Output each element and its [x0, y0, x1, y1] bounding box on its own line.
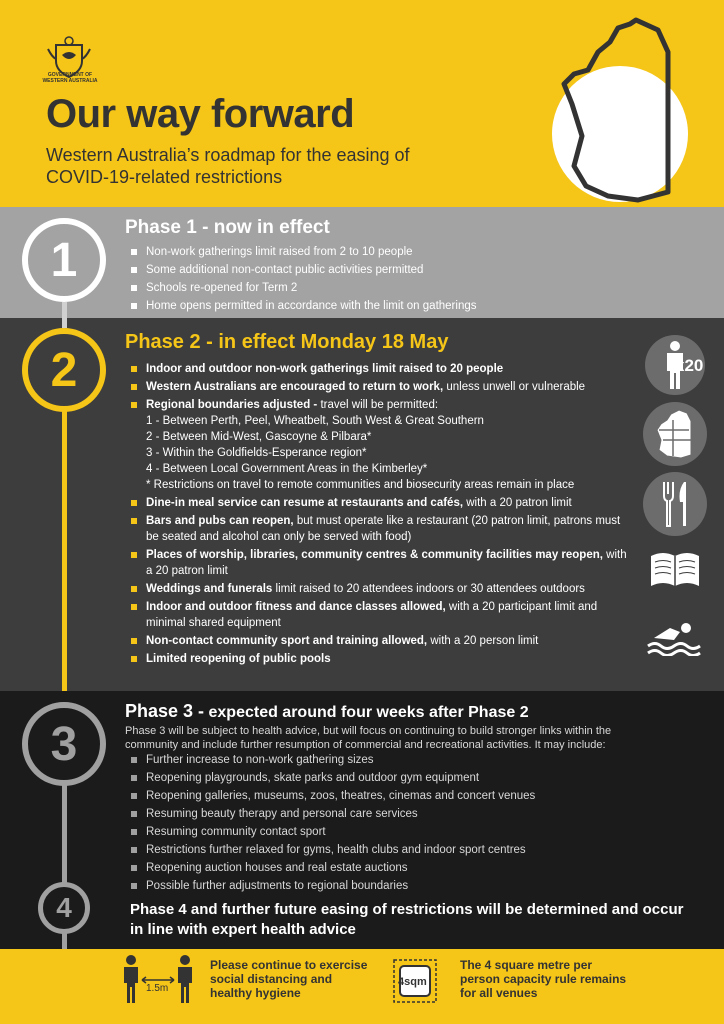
phase4-text: Phase 4 and further future easing of restrictions will be determined and occur in line with expert health advice [130, 901, 684, 938]
phase3-list [130, 751, 535, 895]
phase2-number: 2 [50, 343, 78, 397]
phase2-title: Phase 2 - in effect Monday 18 May [125, 331, 449, 353]
list-item: Bars and pubs can reopen, but must operate like a restaurant (20 patron limit, patrons must be seated and alcohol can only be served with food) [130, 513, 635, 545]
phase1-title: Phase 1 - now in effect [125, 217, 330, 238]
list-item: Resuming community contact sport [130, 823, 535, 841]
list-item: Non-contact community sport and training allowed, with a 20 person limit [130, 633, 635, 649]
western-australia-map-icon [540, 14, 700, 204]
phase3-number: 3 [50, 717, 78, 771]
list-item: Indoor and outdoor non-work gatherings limit raised to 20 people [130, 361, 635, 377]
wa-regions-map-icon [643, 402, 707, 466]
list-item: Indoor and outdoor fitness and dance classes allowed, with a 20 participant limit and minimal shared equipment [130, 599, 635, 631]
capacity-text: The 4 square metre per person capacity rule remains for all venues [460, 958, 627, 1000]
distancing-text: Please continue to exercise social distancing and healthy hygiene [210, 958, 368, 1000]
header [0, 0, 724, 207]
list-item: Resuming beauty therapy and personal care services [130, 805, 535, 823]
list-item: Places of worship, libraries, community centres & community facilities may reopen, with a 20 patron limit [130, 547, 635, 579]
sqm-label: 4sqm [398, 976, 427, 988]
distance-label: 1.5m [146, 983, 169, 994]
open-book-icon [643, 538, 707, 602]
social-distancing-icon [122, 954, 194, 1006]
list-item: Home opens permitted in accordance with the limit on gatherings [130, 297, 476, 315]
swimmer-icon [643, 604, 707, 668]
list-item: Schools re-opened for Term 2 [130, 279, 476, 297]
phase2-number-circle [22, 328, 106, 412]
page-title: Our way forward [46, 92, 355, 136]
list-item: Regional boundaries adjusted - travel will be permitted: 1 - Between Perth, Peel, Wheatbelt, South West & Great Southern 2 - Between Mid-West, Gascoyne & Pilbara* 3 - Within the Goldfields-Esperance region* 4 - Between Local Government Areas in the Kimberley* * Restrictions on travel to remote communities and biosecurity areas remain in place [130, 397, 635, 493]
phase3-number-circle [22, 702, 106, 786]
phase3-title: Phase 3 - expected around four weeks after Phase 2 [125, 701, 529, 721]
list-item: Dine-in meal service can resume at restaurants and cafés, with a 20 patron limit [130, 495, 635, 511]
x20-label: x20 [675, 356, 704, 375]
fork-knife-icon [643, 472, 707, 536]
page-subtitle: Western Australia’s roadmap for the easing of COVID-19-related restrictions [46, 145, 410, 187]
list-item: Restrictions further relaxed for gyms, health clubs and indoor sport centres [130, 841, 535, 859]
phase3-intro: Phase 3 will be subject to health advice, but will focus on continuing to build stronger links within the community and include further resumption of commercial and recreational activities. It may include: [125, 725, 612, 751]
phase4-number-circle [38, 882, 90, 934]
timeline-connector [62, 410, 67, 706]
list-item: Further increase to non-work gathering sizes [130, 751, 535, 769]
phase4-number: 4 [56, 892, 72, 923]
list-item: Reopening galleries, museums, zoos, theatres, cinemas and concert venues [130, 787, 535, 805]
phase1-list [130, 243, 476, 315]
list-item: Western Australians are encouraged to return to work, unless unwell or vulnerable [130, 379, 635, 395]
phase1-number-circle [22, 218, 106, 302]
list-item: Limited reopening of public pools [130, 651, 635, 667]
list-item: Non-work gatherings limit raised from 2 to 10 people [130, 243, 476, 261]
list-item: Reopening auction houses and real estate auctions [130, 859, 535, 877]
crest-label: GOVERNMENT OF WESTERN AUSTRALIA [42, 72, 98, 84]
list-item: Some additional non-contact public activities permitted [130, 261, 476, 279]
phase1-number: 1 [50, 233, 78, 287]
list-item: Weddings and funerals limit raised to 20 attendees indoors or 30 attendees outdoors [130, 581, 635, 597]
timeline-connector [62, 302, 67, 328]
list-item: Possible further adjustments to regional boundaries [130, 877, 535, 895]
regional-boundary-list: 1 - Between Perth, Peel, Wheatbelt, South West & Great Southern 2 - Between Mid-West, Gascoyne & Pilbara* 3 - Within the Goldfields-Esperance region* 4 - Between Local Government Areas in the Kimberley* * Restrictions on travel to remote communities and biosecurity areas remain in place [146, 415, 575, 491]
list-item: Reopening playgrounds, skate parks and outdoor gym equipment [130, 769, 535, 787]
phase2-list [130, 361, 635, 669]
